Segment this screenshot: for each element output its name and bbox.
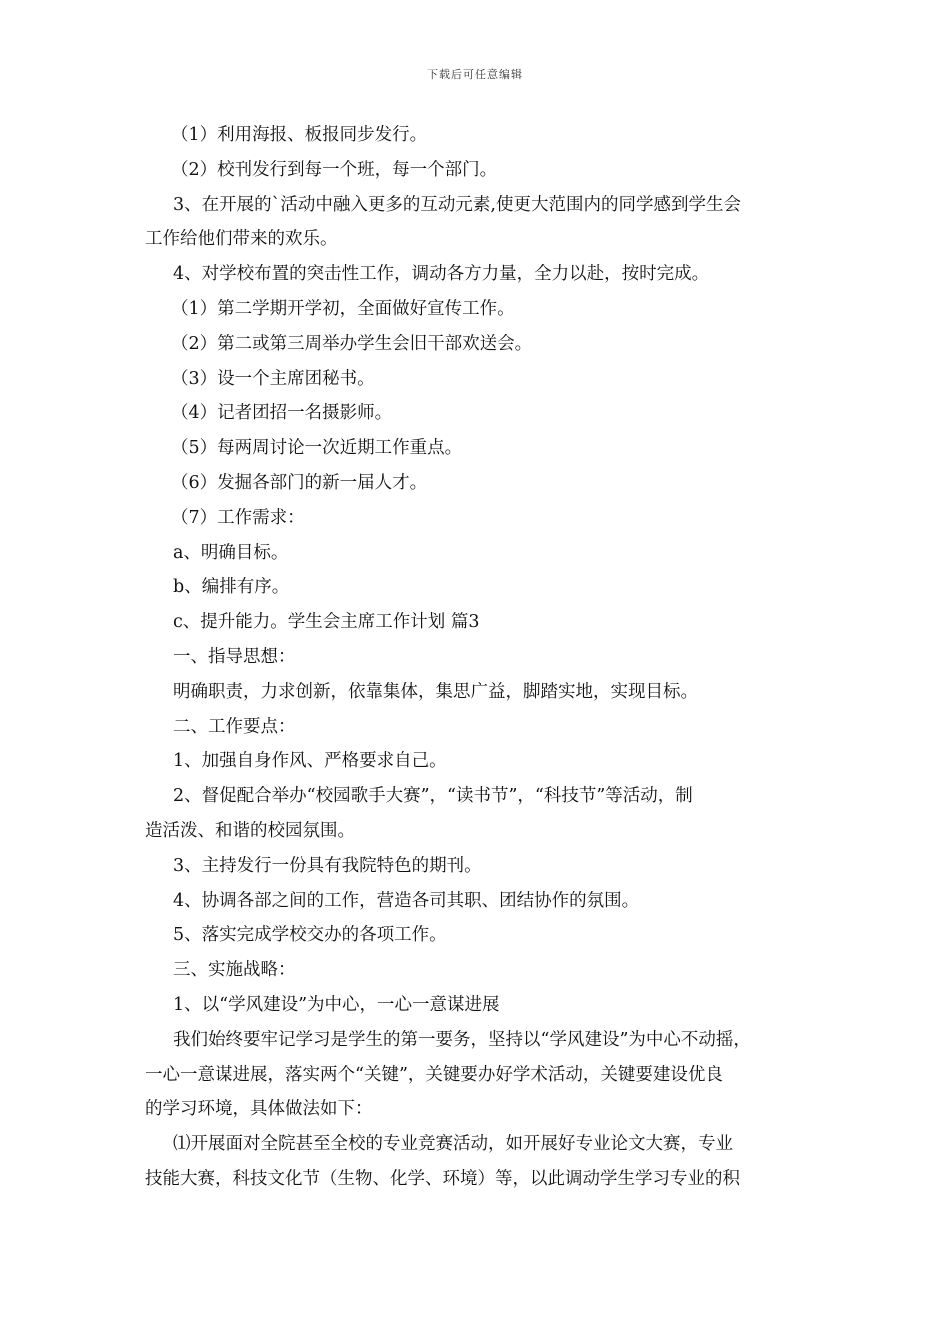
paragraph-line: （5）每两周讨论一次近期工作重点。	[171, 438, 463, 459]
paragraph-line: 1、以“学风建设”为中心，一心一意谋进展	[173, 994, 500, 1015]
paragraph-line: c、提升能力。学生会主席工作计划 篇3	[173, 612, 480, 633]
document-body	[145, 118, 810, 1197]
paragraph-line: （1）第二学期开学初，全面做好宣传工作。	[171, 298, 515, 319]
paragraph-line: （2）第二或第三周举办学生会旧干部欢送会。	[171, 333, 533, 354]
paragraph-line: 3、主持发行一份具有我院特色的期刊。	[173, 855, 482, 876]
section-heading: 二、工作要点：	[173, 716, 296, 737]
paragraph-line: 4、对学校布置的突击性工作，调动各方力量，全力以赴，按时完成。	[173, 264, 710, 285]
paragraph-line: 2、督促配合举办“校园歌手大赛”，“读书节”，“科技节”等活动，制	[173, 786, 693, 807]
page-header: 下载后可任意编辑	[427, 68, 523, 81]
paragraph-line: b、编排有序。	[173, 577, 290, 598]
paragraph-line: 工作给他们带来的欢乐。	[145, 229, 338, 250]
paragraph-line: 的学习环境，具体做法如下：	[145, 1099, 373, 1120]
paragraph-line: 一心一意谋进展，落实两个“关键”，关键要办好学术活动，关键要建设优良	[145, 1064, 723, 1085]
paragraph-line: （1）利用海报、板报同步发行。	[171, 125, 428, 145]
paragraph-line: 3、在开展的`活动中融入更多的互动元素,使更大范围内的同学感到学生会	[173, 194, 741, 215]
paragraph-line: （2）校刊发行到每一个班，每一个部门。	[171, 159, 498, 180]
paragraph-line: （7）工作需求：	[171, 507, 305, 528]
paragraph-line: （4）记者团招一名摄影师。	[171, 403, 393, 424]
paragraph-line: （3）设一个主席团秘书。	[171, 368, 375, 389]
paragraph-line: 4、协调各部之间的工作，营造各司其职、团结协作的氛围。	[173, 890, 640, 911]
paragraph-line: ⑴开展面对全院甚至全校的专业竞赛活动，如开展好专业论文大赛，专业	[173, 1134, 733, 1155]
section-heading: 一、指导思想：	[173, 646, 296, 667]
paragraph-line: 1、加强自身作风、严格要求自己。	[173, 751, 447, 772]
paragraph-line: 明确职责，力求创新，依靠集体，集思广益，脚踏实地，实现目标。	[173, 681, 698, 702]
paragraph-line: 我们始终要牢记学习是学生的第一要务，坚持以“学风建设”为中心不动摇，	[173, 1029, 751, 1050]
paragraph-line: 5、落实完成学校交办的各项工作。	[173, 925, 447, 946]
paragraph-line: 技能大赛，科技文化节（生物、化学、环境）等，以此调动学生学习专业的积	[145, 1168, 740, 1189]
paragraph-line: （6）发掘各部门的新一届人才。	[171, 472, 428, 493]
paragraph-line: 造活泼、和谐的校园氛围。	[145, 820, 355, 841]
paragraph-line: a、明确目标。	[173, 542, 289, 563]
section-heading: 三、实施战略：	[173, 960, 296, 981]
